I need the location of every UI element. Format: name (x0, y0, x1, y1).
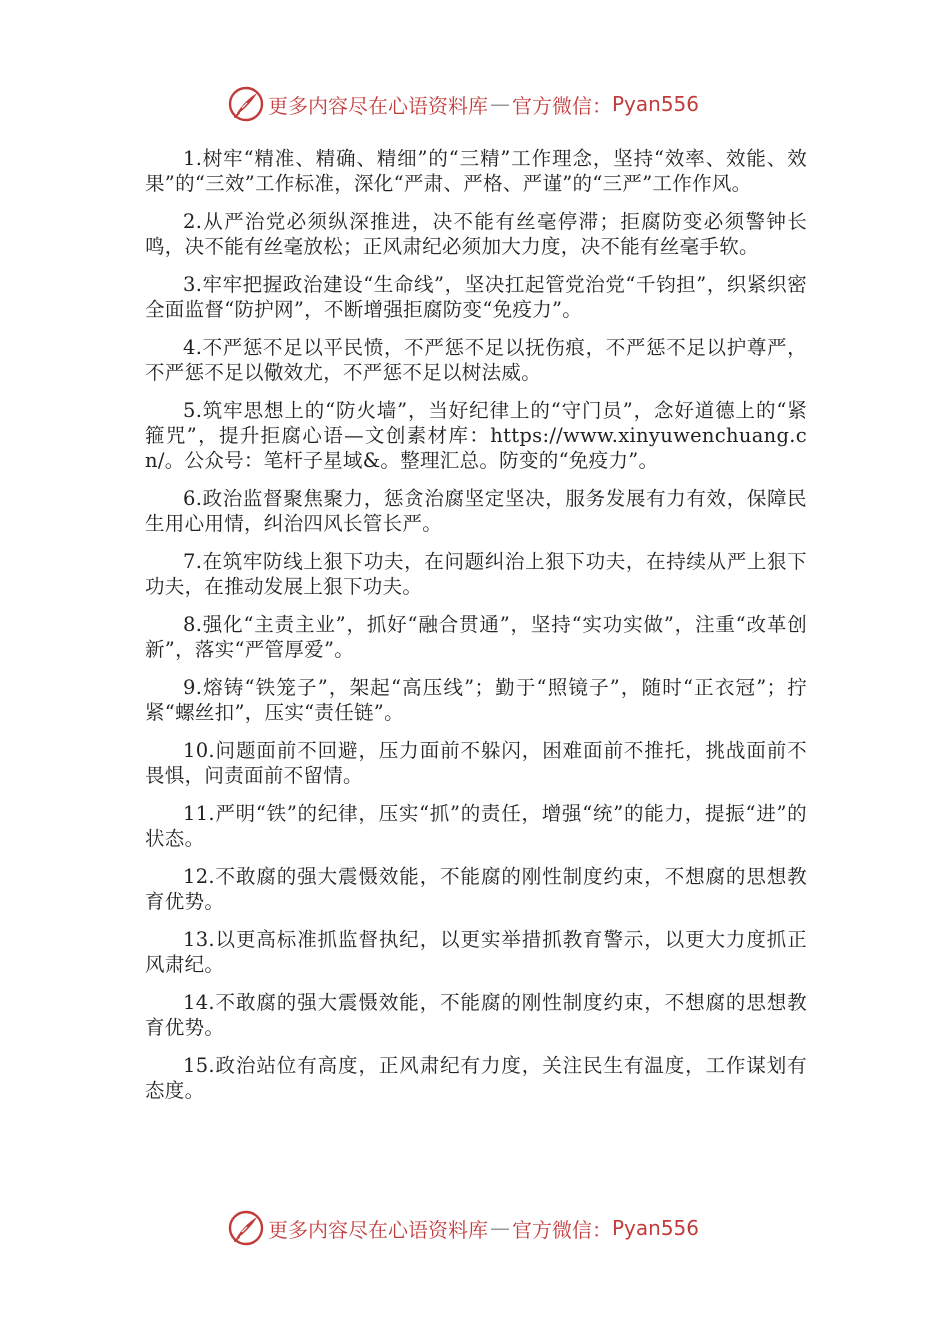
paragraph-7: 7.在筑牢防线上狠下功夫，在问题纠治上狠下功夫，在持续从严上狠下功夫，在推动发展上狠下功夫。 (145, 550, 807, 598)
banner-wechat-label: 官方微信： (512, 93, 612, 118)
header-banner (228, 84, 728, 124)
paragraph-15: 15.政治站位有高度，正风肃纪有力度，关注民生有温度，工作谋划有态度。 (145, 1054, 807, 1102)
banner-title: 更多内容尽在心语资料库 (268, 93, 488, 118)
paragraph-2: 2.从严治党必须纵深推进，决不能有丝毫停滞；拒腐防变必须警钟长鸣，决不能有丝毫放松；正风肃纪必须加大力度，决不能有丝毫手软。 (145, 210, 807, 258)
paragraph-12: 12.不敢腐的强大震慑效能，不能腐的刚性制度约束，不想腐的思想教育优势。 (145, 865, 807, 913)
quill-pen-logo-icon (228, 1210, 264, 1246)
paragraph-4: 4.不严惩不足以平民愤，不严惩不足以抚伤痕，不严惩不足以护尊严，不严惩不足以儆效尤，不严惩不足以树法威。 (145, 336, 807, 384)
banner-wechat-id: Pyan556 (612, 1216, 700, 1240)
banner-wechat-id: Pyan556 (612, 92, 700, 116)
paragraph-1: 1.树牢“精准、精确、精细”的“三精”工作理念，坚持“效率、效能、效果”的“三效”工作标准，深化“严肃、严格、严谨”的“三严”工作作风。 (145, 147, 807, 195)
banner-separator: — (490, 92, 510, 116)
paragraph-3: 3.牢牢把握政治建设“生命线”，坚决扛起管党治党“千钧担”，织紧织密全面监督“防护网”，不断增强拒腐防变“免疫力”。 (145, 273, 807, 321)
paragraph-14: 14.不敢腐的强大震慑效能，不能腐的刚性制度约束，不想腐的思想教育优势。 (145, 991, 807, 1039)
paragraph-10: 10.问题面前不回避，压力面前不躲闪，困难面前不推托，挑战面前不畏惧，问责面前不留情。 (145, 739, 807, 787)
paragraph-13: 13.以更高标准抓监督执纪，以更实举措抓教育警示，以更大力度抓正风肃纪。 (145, 928, 807, 976)
paragraph-9: 9.熔铸“铁笼子”，架起“高压线”；勤于“照镜子”，随时“正衣冠”；拧紧“螺丝扣”，压实“责任链”。 (145, 676, 807, 724)
banner-wechat-label: 官方微信： (512, 1217, 612, 1242)
paragraph-6: 6.政治监督聚焦聚力，惩贪治腐坚定坚决，服务发展有力有效，保障民生用心用情，纠治四风长管长严。 (145, 487, 807, 535)
quill-pen-logo-icon (228, 86, 264, 122)
paragraph-5: 5.筑牢思想上的“防火墙”，当好纪律上的“守门员”，念好道德上的“紧箍咒”，提升拒腐心语—文创素材库：https://www.xinyuwenchuang.cn/。公众号：笔杆子星域&。整理汇总。防变的“免疫力”。 (145, 399, 807, 472)
paragraph-11: 11.严明“铁”的纪律，压实“抓”的责任，增强“统”的能力，提振“进”的状态。 (145, 802, 807, 850)
paragraph-8: 8.强化“主责主业”，抓好“融合贯通”，坚持“实功实做”，注重“改革创新”，落实“严管厚爱”。 (145, 613, 807, 661)
document-body (145, 146, 807, 1116)
footer-banner (228, 1208, 728, 1248)
banner-separator: — (490, 1216, 510, 1240)
banner-title: 更多内容尽在心语资料库 (268, 1217, 488, 1242)
